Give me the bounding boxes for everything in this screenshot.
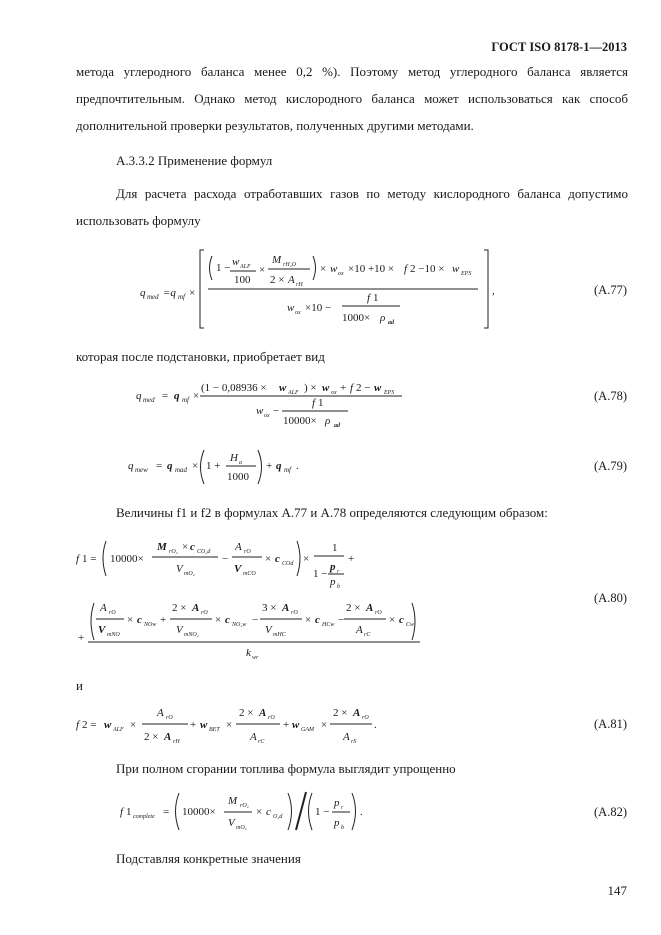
svg-text:−: − xyxy=(222,553,229,565)
svg-text:w: w xyxy=(287,302,295,314)
svg-text:p: p xyxy=(334,817,340,829)
svg-text:=: = xyxy=(163,806,170,818)
svg-text:×: × xyxy=(320,263,327,275)
svg-text:2 −10 ×: 2 −10 × xyxy=(410,263,445,275)
svg-text:COd: COd xyxy=(282,561,294,567)
svg-text:1: 1 xyxy=(332,542,338,554)
svg-text:1: 1 xyxy=(373,292,379,304)
svg-text:1000: 1000 xyxy=(227,471,249,483)
svg-text:A: A xyxy=(343,731,350,743)
paragraph-substitution: которая после подстановки, приобретает вид xyxy=(76,349,325,364)
svg-text:+: + xyxy=(78,632,85,644)
svg-text:f: f xyxy=(76,553,80,565)
svg-text:a: a xyxy=(239,460,242,466)
svg-text:mHC: mHC xyxy=(273,632,286,638)
svg-text:q: q xyxy=(140,287,146,299)
svg-text:q: q xyxy=(276,460,282,472)
svg-text:+: + xyxy=(348,553,355,565)
svg-text:mNO: mNO xyxy=(107,632,120,638)
svg-text:×: × xyxy=(127,614,134,626)
svg-text:V: V xyxy=(176,624,183,636)
svg-text:×: × xyxy=(182,541,189,553)
svg-text:.: . xyxy=(374,719,377,731)
paragraph-substituting-values: Подставляя конкретные значения xyxy=(116,851,301,866)
svg-text:10000×: 10000× xyxy=(283,415,317,427)
page-header: ГОСТ ISO 8178-1—2013 xyxy=(491,40,627,54)
svg-text:2 ×: 2 × xyxy=(346,602,361,614)
svg-text:1 =: 1 = xyxy=(82,553,97,565)
svg-text:rO: rO xyxy=(201,610,208,616)
svg-text:×10 −: ×10 − xyxy=(305,302,332,314)
svg-text:A: A xyxy=(100,602,107,614)
svg-text:r: r xyxy=(337,569,340,575)
svg-text:c: c xyxy=(275,553,280,565)
svg-text:rC: rC xyxy=(364,632,371,638)
svg-text:×: × xyxy=(389,614,396,626)
svg-text:ρ: ρ xyxy=(380,312,386,324)
svg-text:w: w xyxy=(232,256,240,268)
svg-text:w: w xyxy=(292,719,300,731)
svg-text:c: c xyxy=(266,806,271,818)
svg-text:×: × xyxy=(321,719,328,731)
svg-text:r: r xyxy=(341,805,344,811)
svg-text:med: med xyxy=(147,293,159,301)
svg-text:A: A xyxy=(288,274,295,286)
paragraph-intro: метода углеродного баланса менее 0,2 %). Поэтому метод углеродного баланса является предпочтительным. Однако метод кислородного баланса может использоваться как способ дополнительной проверки результатов, полученных другими методами. xyxy=(76,64,628,133)
svg-text:f: f xyxy=(404,263,408,275)
svg-text:A: A xyxy=(157,707,164,719)
svg-text:1000×: 1000× xyxy=(342,312,371,324)
svg-text:10000×: 10000× xyxy=(182,806,216,818)
svg-text:mad: mad xyxy=(175,466,188,474)
svg-text:ox: ox xyxy=(264,413,270,419)
svg-text:×: × xyxy=(192,460,199,472)
svg-text:q: q xyxy=(167,460,173,472)
svg-text:c: c xyxy=(399,614,404,626)
svg-text:p: p xyxy=(334,797,340,809)
svg-text:2 ×: 2 × xyxy=(144,731,159,743)
paragraph-f1-f2: Величины f1 и f2 в формулах А.77 и А.78 определяются следующим образом: xyxy=(116,505,548,520)
svg-text:A: A xyxy=(235,541,242,553)
svg-text:ALF: ALF xyxy=(240,264,251,270)
svg-text:2 ×: 2 × xyxy=(239,707,254,719)
svg-text:A: A xyxy=(282,602,290,614)
svg-text:w: w xyxy=(104,719,112,731)
svg-text:100: 100 xyxy=(234,274,251,286)
svg-text:BET: BET xyxy=(209,727,220,733)
svg-text:CO₂d: CO₂d xyxy=(197,549,211,555)
svg-text:+: + xyxy=(340,382,347,394)
svg-text:×: × xyxy=(226,719,233,731)
svg-text:mew: mew xyxy=(135,466,148,474)
svg-text:V: V xyxy=(98,624,106,636)
svg-text:ox: ox xyxy=(331,390,337,396)
svg-text:1 −: 1 − xyxy=(315,806,330,818)
page-number: 147 xyxy=(607,883,627,898)
svg-text:k: k xyxy=(246,647,251,659)
svg-text:mO₂: mO₂ xyxy=(184,571,195,577)
svg-text:A: A xyxy=(192,602,200,614)
svg-text:b: b xyxy=(337,584,340,590)
svg-text:×: × xyxy=(305,614,312,626)
svg-text:p: p xyxy=(330,576,336,588)
svg-text:V: V xyxy=(176,563,183,575)
svg-text:1: 1 xyxy=(318,397,324,409)
svg-text:ALF: ALF xyxy=(288,390,299,396)
svg-text:w: w xyxy=(256,405,264,417)
svg-text:×: × xyxy=(130,719,137,731)
paragraph-formula-intro: Для расчета расхода отработавших газов по методу кислородного баланса допустимо использовать формулу xyxy=(76,186,628,228)
svg-text:GAM: GAM xyxy=(301,727,314,733)
svg-text:NO₂w: NO₂w xyxy=(232,622,247,628)
svg-text:10000×: 10000× xyxy=(110,553,144,565)
svg-text:A: A xyxy=(250,731,257,743)
svg-text:mf: mf xyxy=(182,396,189,404)
svg-text:×: × xyxy=(215,614,222,626)
svg-text:O₂d: O₂d xyxy=(273,814,283,820)
svg-text:w: w xyxy=(374,382,382,394)
svg-text:rO: rO xyxy=(268,715,275,721)
svg-text:wr: wr xyxy=(252,655,259,661)
svg-text:rO: rO xyxy=(362,715,369,721)
svg-text:1 −: 1 − xyxy=(313,568,328,580)
svg-text:) ×: ) × xyxy=(304,382,317,394)
svg-text:q: q xyxy=(128,460,134,472)
svg-text:+: + xyxy=(160,614,167,626)
svg-text:rC: rC xyxy=(258,739,265,745)
equation-number-a80: (А.80) xyxy=(594,591,627,605)
svg-text:−: − xyxy=(252,614,259,626)
svg-text:w: w xyxy=(322,382,330,394)
equation-number-a82: (А.82) xyxy=(594,805,627,819)
svg-text:2 ×: 2 × xyxy=(270,274,285,286)
svg-text:rS: rS xyxy=(351,739,357,745)
svg-text:rO: rO xyxy=(244,549,251,555)
svg-text:c: c xyxy=(315,614,320,626)
svg-text:,: , xyxy=(492,285,495,297)
svg-text:ox: ox xyxy=(338,271,344,277)
svg-text:med: med xyxy=(143,396,155,404)
svg-text:A: A xyxy=(164,731,172,743)
svg-text:3 ×: 3 × xyxy=(262,602,277,614)
svg-text:q: q xyxy=(174,390,180,402)
svg-text:rH₂O: rH₂O xyxy=(283,262,297,268)
svg-text:EPS: EPS xyxy=(461,271,472,277)
svg-text:HCw: HCw xyxy=(322,622,335,628)
svg-text:2 −: 2 − xyxy=(356,382,371,394)
svg-text:−: − xyxy=(273,405,280,417)
conjunction-and: и xyxy=(76,678,83,693)
svg-text:rO: rO xyxy=(166,715,173,721)
svg-text:A: A xyxy=(353,707,361,719)
svg-text:ALF: ALF xyxy=(113,727,124,733)
svg-text:(1 − 0,08936 ×: (1 − 0,08936 × xyxy=(201,382,267,394)
svg-text:c: c xyxy=(225,614,230,626)
svg-text:1 −: 1 − xyxy=(216,262,231,274)
svg-text:.: . xyxy=(360,806,363,818)
svg-text:×: × xyxy=(193,390,200,402)
svg-text:p: p xyxy=(330,561,336,573)
svg-text:mNO₂: mNO₂ xyxy=(184,632,199,638)
svg-text:rH: rH xyxy=(296,282,303,288)
svg-text:ρ: ρ xyxy=(325,415,331,427)
svg-text:f: f xyxy=(350,382,354,394)
svg-text:=: = xyxy=(162,390,169,402)
equation-number-a79: (А.79) xyxy=(594,459,627,473)
svg-text:V: V xyxy=(228,817,235,829)
svg-text:=q: =q xyxy=(163,287,176,299)
svg-text:2 ×: 2 × xyxy=(172,602,187,614)
svg-text:f: f xyxy=(312,397,316,409)
svg-text:f: f xyxy=(120,806,124,818)
svg-text:2 ×: 2 × xyxy=(333,707,348,719)
svg-text:w: w xyxy=(200,719,208,731)
svg-text:c: c xyxy=(190,541,195,553)
svg-text:q: q xyxy=(136,390,142,402)
svg-text:rO: rO xyxy=(375,610,382,616)
svg-text:M: M xyxy=(228,795,238,807)
svg-text:+: + xyxy=(190,719,197,731)
svg-text:rO: rO xyxy=(109,610,116,616)
svg-text:mf: mf xyxy=(178,293,185,301)
svg-text:c: c xyxy=(137,614,142,626)
svg-text:×: × xyxy=(259,264,266,276)
svg-text:+: + xyxy=(283,719,290,731)
svg-text:+: + xyxy=(266,460,273,472)
svg-text:ad: ad xyxy=(334,423,340,429)
svg-text:rH: rH xyxy=(173,739,180,745)
svg-text:×10 +10 ×: ×10 +10 × xyxy=(348,263,395,275)
svg-text:×: × xyxy=(265,553,272,565)
svg-text:1 +: 1 + xyxy=(206,460,221,472)
svg-text:rO₂: rO₂ xyxy=(169,549,178,555)
svg-text:Cw: Cw xyxy=(406,622,415,628)
svg-text:mCO: mCO xyxy=(243,571,256,577)
equation-number-a77: (А.77) xyxy=(594,283,627,297)
svg-text:×: × xyxy=(303,553,310,565)
svg-text:NOw: NOw xyxy=(144,622,157,628)
svg-text:mf: mf xyxy=(284,466,291,474)
paragraph-complete-combustion: При полном сгорании топлива формула выглядит упрощенно xyxy=(116,761,456,776)
svg-text:.: . xyxy=(296,460,299,472)
svg-text:A: A xyxy=(356,624,363,636)
svg-text:×: × xyxy=(189,287,196,299)
svg-text:w: w xyxy=(330,263,338,275)
svg-text:A: A xyxy=(259,707,267,719)
svg-text:mO₂: mO₂ xyxy=(236,825,247,831)
equation-number-a81: (А.81) xyxy=(594,717,627,731)
svg-text:M: M xyxy=(272,254,282,266)
svg-text:ox: ox xyxy=(295,310,301,316)
svg-text:f: f xyxy=(76,719,80,731)
svg-text:EPS: EPS xyxy=(384,390,395,396)
svg-text:w: w xyxy=(279,382,287,394)
svg-text:M: M xyxy=(157,541,167,553)
section-heading: А.3.3.2 Применение формул xyxy=(116,153,273,168)
svg-text:−: − xyxy=(338,614,345,626)
svg-text:A: A xyxy=(366,602,374,614)
svg-text:complete: complete xyxy=(133,814,155,820)
svg-text:H: H xyxy=(230,452,238,464)
svg-text:ad: ad xyxy=(388,320,394,326)
svg-text:×: × xyxy=(256,806,263,818)
svg-text:2 =: 2 = xyxy=(82,719,97,731)
svg-text:b: b xyxy=(341,825,344,831)
svg-text:rO₂: rO₂ xyxy=(240,803,249,809)
svg-text:rO: rO xyxy=(291,610,298,616)
svg-text:w: w xyxy=(452,263,460,275)
svg-text:V: V xyxy=(265,624,272,636)
svg-text:f: f xyxy=(367,292,371,304)
equation-number-a78: (А.78) xyxy=(594,389,627,403)
svg-text:=: = xyxy=(156,460,163,472)
svg-text:V: V xyxy=(234,563,242,575)
svg-text:1: 1 xyxy=(126,806,132,818)
